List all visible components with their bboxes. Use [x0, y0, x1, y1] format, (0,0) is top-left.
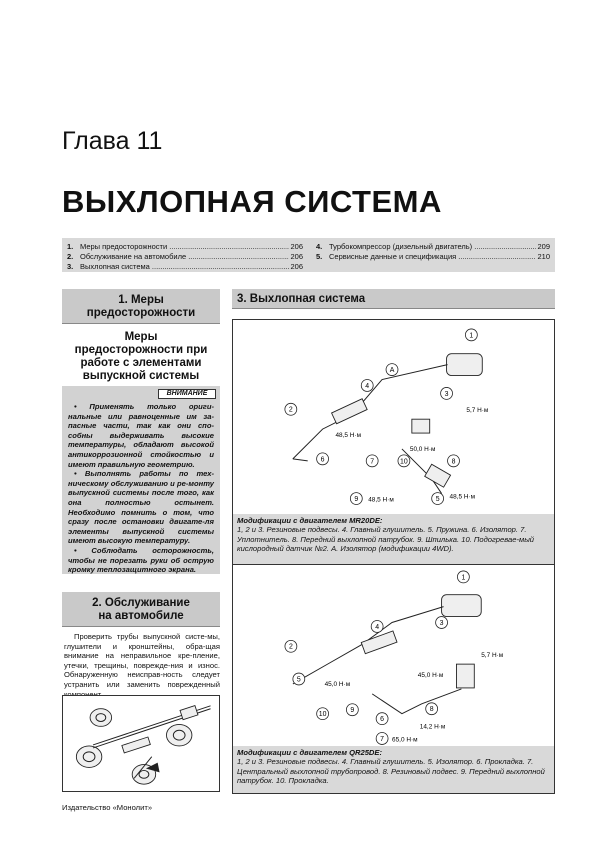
subsection-title-line: Меры — [124, 331, 158, 343]
main-muffler-icon — [442, 595, 482, 617]
toc-page: 209 — [537, 242, 550, 251]
warning-paragraph: • Соблюдать осторожность, чтобы не порезать руки об острую кромку теплозащитного экрана. — [68, 545, 214, 575]
callout-label: 8 — [429, 706, 434, 714]
toc-column-right — [316, 242, 550, 262]
toc-row[interactable] — [67, 242, 303, 252]
section-3-heading: 3. Выхлопная система — [232, 289, 555, 309]
callout-label: 10 — [318, 711, 327, 719]
subsection-title-line: предосторожности при — [74, 344, 208, 356]
wheel-icon — [90, 709, 112, 727]
toc-row[interactable] — [316, 242, 550, 252]
caption-text: 1, 2 и 3. Резиновые подвесы. 4. Главный глушитель. 5. Изолятор. 6. Прокладка. 7. Центральный выхлопной трубопровод. 8. Резиновый подвес. 9. Передний выхлопной патрубок. 10. Прокладка. — [237, 757, 545, 786]
toc-row[interactable] — [67, 262, 303, 272]
toc-num: 1. — [67, 242, 74, 251]
toc-title: Меры предосторожности ..... — [80, 242, 289, 252]
footer-publisher: Издательство «Монолит» — [62, 803, 153, 812]
callout-label: 6 — [320, 456, 325, 464]
callout-label: 10 — [400, 458, 408, 466]
torque-label: 45,0 Н·м — [417, 672, 444, 680]
chapter-title: ВЫХЛОПНАЯ СИСТЕМА — [62, 184, 442, 219]
table-of-contents — [62, 238, 555, 272]
callout-label: 3 — [439, 619, 444, 627]
toc-num: 4. — [316, 242, 323, 251]
callout-label: 4 — [375, 623, 380, 631]
callout-label: 1 — [461, 574, 466, 582]
subsection-title-line: выпускной системы — [82, 370, 200, 382]
warning-box — [62, 386, 220, 574]
warning-paragraph: • Применять только ориги-нальные или равноценные им за-пасные части, так как они спо-собны выдерживать высокие температуры, обладают высокой антикоррозионной стойкостью и имеют правильную геометрию. — [68, 402, 214, 469]
caption-title: Модификации с двигателем QR25DE: — [237, 748, 382, 757]
caption-text: 1, 2 и 3. Резиновые подвесы. 4. Главный глушитель. 5. Пружина. 6. Изолятор. 7. Уплотнитель. 8. Передний выхлопной патрубок. 9. Шпилька. 10. Подогревае-мый кислородный датчик №2. A. Изолятор (модификации 4WD). — [237, 525, 535, 554]
torque-label: 48,5 Н·м — [449, 493, 476, 501]
car-underbody-illustration — [62, 695, 220, 792]
callout-label: 5 — [435, 496, 440, 504]
toc-title: Выхлопная система ..... — [80, 262, 289, 272]
callout-label: 1 — [469, 332, 474, 340]
toc-page: 206 — [290, 252, 303, 261]
section-2-title-line2: на автомобиле — [98, 610, 184, 622]
torque-label: 5,7 Н·м — [466, 407, 489, 415]
muffler-icon — [180, 706, 198, 720]
wheel-icon — [76, 746, 101, 768]
torque-label: 48,5 Н·м — [368, 496, 394, 504]
toc-page: 206 — [290, 262, 303, 271]
section-1-heading — [62, 289, 220, 324]
catalyst-icon — [412, 419, 430, 433]
exhaust-pipe — [293, 365, 448, 459]
callout-label: A — [389, 367, 395, 375]
wheel-icon — [166, 724, 191, 746]
toc-num: 3. — [67, 262, 74, 271]
torque-label: 50,0 Н·м — [409, 445, 436, 453]
figure-2-caption — [233, 746, 554, 793]
figure-1-caption — [233, 514, 554, 564]
warning-label: ВНИМАНИЕ — [158, 389, 216, 399]
subsection-title-line: работе с элементами — [80, 357, 202, 369]
muffler-icon — [361, 631, 397, 654]
muffler-icon — [332, 399, 368, 424]
chapter-number: Глава 11 — [62, 127, 163, 155]
section-2-body-text: Проверить трубы выпускной систе-мы, глушители и кронштейны, обра-щая внимание на неправильное кре-пление, утечки, трещины, поврежде-ния и износ. Обнаруженную неисправ-ность следует устранить или заменить поврежденный — [64, 632, 220, 689]
toc-title: Сервисные данные и спецификация ..... — [329, 252, 536, 262]
callout-label: 4 — [365, 382, 370, 390]
center-pipe — [372, 689, 461, 714]
callout-label: 8 — [451, 458, 456, 466]
toc-row[interactable] — [67, 252, 303, 262]
callout-label: 5 — [296, 676, 301, 684]
callout-label: 2 — [288, 406, 293, 414]
exhaust-pipe — [293, 459, 308, 461]
catalyst-icon — [456, 664, 474, 688]
toc-column-left — [67, 242, 303, 272]
torque-label: 5,7 Н·м — [481, 652, 504, 660]
callout-label: 7 — [380, 735, 385, 743]
section-2-title-line1: 2. Обслуживание — [92, 597, 190, 609]
torque-label: 48,5 Н·м — [335, 432, 362, 440]
callout-label: 2 — [288, 643, 293, 651]
torque-label: 65,0 Н·м — [392, 736, 418, 744]
warning-text — [68, 402, 214, 575]
callout-label: 9 — [354, 496, 359, 504]
callout-label: 6 — [380, 716, 385, 724]
subsection-title — [62, 331, 220, 383]
toc-page: 206 — [290, 242, 303, 251]
toc-title: Турбокомпрессор (дизельный двигатель) ..... — [329, 242, 536, 252]
section-2-heading — [62, 592, 220, 627]
catalyst-icon — [425, 464, 451, 487]
main-muffler-icon — [447, 354, 483, 376]
muffler-icon — [122, 737, 151, 753]
toc-row[interactable] — [316, 252, 550, 262]
car-illustration-svg — [63, 696, 219, 791]
callout-label: 3 — [444, 390, 449, 398]
callout-label: 7 — [370, 458, 375, 466]
toc-page: 210 — [537, 252, 550, 261]
caption-title: Модификации с двигателем MR20DE: — [237, 516, 383, 525]
callout-label: 9 — [350, 707, 355, 715]
warning-paragraph: • Выполнять работы по тех-ническому обслуживанию и ре-монту выпускной системы после того, как она полностью остынет. Необходимо помнить о том, что сразу после остановки двигате-ля элементы выпускной системы имеют высокую температуру. — [68, 469, 214, 546]
toc-title: Обслуживание на автомобиле ..... — [80, 252, 289, 262]
section-1-title-line1: 1. Меры — [118, 294, 164, 306]
section-1-title-line2: предосторожности — [86, 307, 196, 319]
torque-label: 45,0 Н·м — [324, 680, 351, 688]
toc-num: 5. — [316, 252, 323, 261]
toc-num: 2. — [67, 252, 74, 261]
torque-label: 14,2 Н·м — [419, 723, 446, 731]
